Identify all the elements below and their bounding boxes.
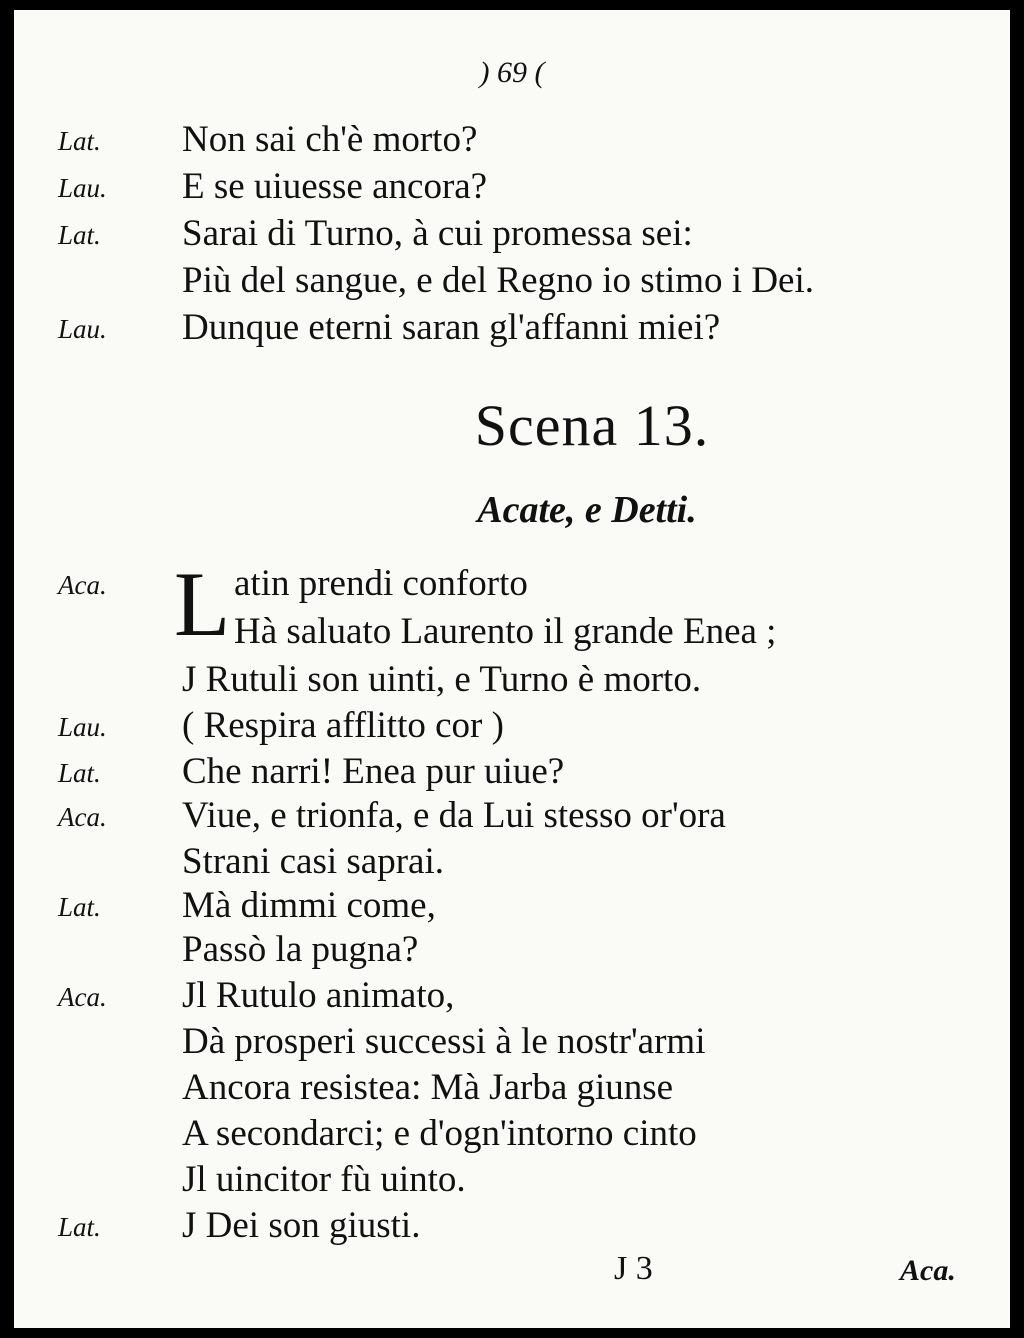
verse-text: Hà saluato Laurento il grande Enea ;: [234, 611, 777, 652]
dialogue-line: [14, 212, 1010, 256]
speaker-label: Lat.: [58, 220, 101, 250]
dialogue-line: [14, 704, 1010, 748]
drop-cap: L: [174, 553, 231, 655]
verse-text: Più del sangue, e del Regno io stimo i Dei.: [182, 260, 814, 301]
speaker-label: Lau.: [58, 173, 107, 203]
catchword: Aca.: [900, 1254, 956, 1287]
page-number: ) 69 (: [479, 56, 545, 89]
dialogue-line: [14, 658, 1010, 702]
dialogue-line: [14, 794, 1010, 838]
book-page: [14, 10, 1010, 1328]
speaker-label: Aca.: [58, 570, 107, 600]
verse-text: E se uiuesse ancora?: [182, 166, 488, 207]
scene-subtitle: Acate, e Detti.: [477, 489, 697, 531]
dialogue-line: [14, 1158, 1010, 1202]
dialogue-line: [14, 259, 1010, 303]
verse-text: Mà dimmi come,: [182, 885, 436, 926]
speaker-label: Lau.: [58, 314, 107, 344]
dialogue-line: [14, 610, 1010, 654]
dialogue-line: [14, 884, 1010, 928]
verse-text: Strani casi saprai.: [182, 841, 444, 882]
verse-text: Ancora resistea: Mà Jarba giunse: [182, 1067, 674, 1108]
dialogue-line: [14, 165, 1010, 209]
dialogue-line: [14, 562, 1010, 606]
verse-text: Jl Rutulo animato,: [182, 975, 455, 1016]
verse-text: atin prendi conforto: [234, 563, 528, 604]
dialogue-line: [14, 750, 1010, 794]
speaker-label: Lat.: [58, 892, 101, 922]
signature-mark: J 3: [614, 1250, 653, 1287]
verse-text: Viue, e trionfa, e da Lui stesso or'ora: [182, 795, 726, 836]
verse-text: Dunque eterni saran gl'affanni miei?: [182, 307, 721, 348]
verse-text: Dà prosperi successi à le nostr'armi: [182, 1021, 706, 1062]
speaker-label: Lau.: [58, 712, 107, 742]
verse-text: Che narri! Enea pur uiue?: [182, 751, 565, 792]
verse-text: Sarai di Turno, à cui promessa sei:: [182, 213, 693, 254]
verse-text: ( Respira afflitto cor ): [182, 705, 504, 746]
verse-text: J Rutuli son uinti, e Turno è morto.: [182, 659, 702, 700]
speaker-label: Lat.: [58, 126, 101, 156]
dialogue-line: [14, 974, 1010, 1018]
scene-title: Scena 13.: [474, 393, 710, 458]
speaker-label: Aca.: [58, 802, 107, 832]
speaker-label: Aca.: [58, 982, 107, 1012]
dialogue-line: [14, 840, 1010, 884]
dialogue-line: [14, 1112, 1010, 1156]
verse-text: Passò la pugna?: [182, 929, 419, 970]
verse-text: J Dei son giusti.: [182, 1205, 421, 1246]
verse-text: Jl uincitor fù uinto.: [182, 1159, 466, 1200]
dialogue-line: [14, 1066, 1010, 1110]
verse-text: A secondarci; e d'ogn'intorno cinto: [182, 1113, 697, 1154]
speaker-label: Lat.: [58, 1212, 101, 1242]
dialogue-line: [14, 1020, 1010, 1064]
speaker-label: Lat.: [58, 758, 101, 788]
dialogue-line: [14, 928, 1010, 972]
dialogue-line: [14, 118, 1010, 162]
verse-text: Non sai ch'è morto?: [182, 119, 478, 160]
dialogue-line: [14, 1204, 1010, 1248]
dialogue-line: [14, 306, 1010, 350]
